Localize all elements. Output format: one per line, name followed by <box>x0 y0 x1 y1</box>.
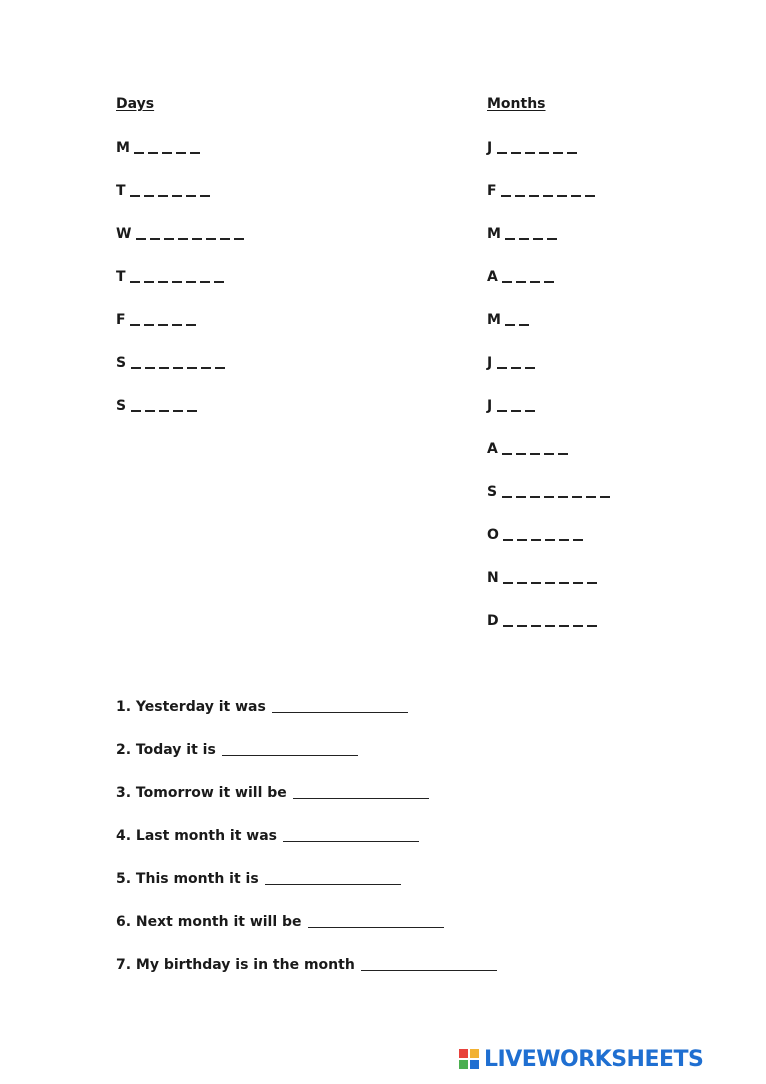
letter-blank[interactable] <box>531 582 541 584</box>
months-initial-letter: D <box>487 613 500 629</box>
letter-blank[interactable] <box>159 367 169 369</box>
letter-blank[interactable] <box>587 625 597 627</box>
days-letter-blanks[interactable] <box>130 269 228 285</box>
letter-blank[interactable] <box>559 625 569 627</box>
letter-blank[interactable] <box>573 539 583 541</box>
letter-blank[interactable] <box>511 367 521 369</box>
months-letter-blanks[interactable] <box>497 355 539 371</box>
letter-blank[interactable] <box>134 152 144 154</box>
letter-blank[interactable] <box>158 324 168 326</box>
months-item[interactable] <box>487 183 599 199</box>
letter-blank[interactable] <box>511 152 521 154</box>
months-item[interactable] <box>487 269 558 285</box>
days-item[interactable] <box>116 226 248 242</box>
letter-blank[interactable] <box>525 367 535 369</box>
letter-blank[interactable] <box>519 238 529 240</box>
letter-blank[interactable] <box>544 453 554 455</box>
months-letter-blanks[interactable] <box>501 183 599 199</box>
letter-blank[interactable] <box>572 496 582 498</box>
answer-blank[interactable] <box>308 915 444 928</box>
question-row <box>116 828 419 844</box>
months-initial-letter: S <box>487 484 498 500</box>
days-letter-blanks[interactable] <box>136 226 248 242</box>
question-text: 4. Last month it was <box>116 828 277 844</box>
days-item[interactable] <box>116 140 204 156</box>
letter-blank[interactable] <box>505 238 515 240</box>
letter-blank[interactable] <box>501 195 511 197</box>
letter-blank[interactable] <box>162 152 172 154</box>
answer-blank[interactable] <box>293 786 429 799</box>
letter-blank[interactable] <box>544 496 554 498</box>
letter-blank[interactable] <box>505 324 515 326</box>
letter-blank[interactable] <box>187 410 197 412</box>
months-letter-blanks[interactable] <box>502 441 572 457</box>
letter-blank[interactable] <box>148 152 158 154</box>
question-row <box>116 871 401 887</box>
days-letter-blanks[interactable] <box>130 312 200 328</box>
letter-blank[interactable] <box>544 281 554 283</box>
letter-blank[interactable] <box>545 539 555 541</box>
question-text: 6. Next month it will be <box>116 914 302 930</box>
question-text: 2. Today it is <box>116 742 216 758</box>
days-heading: Days <box>116 96 155 112</box>
letter-blank[interactable] <box>164 238 174 240</box>
months-initial-letter: N <box>487 570 500 586</box>
letter-blank[interactable] <box>533 238 543 240</box>
letter-blank[interactable] <box>558 453 568 455</box>
months-letter-blanks[interactable] <box>497 140 581 156</box>
days-letter-blanks[interactable] <box>131 355 229 371</box>
letter-blank[interactable] <box>519 324 529 326</box>
letter-blank[interactable] <box>503 625 513 627</box>
months-letter-blanks[interactable] <box>503 570 601 586</box>
days-item[interactable] <box>116 398 201 414</box>
months-item[interactable] <box>487 441 572 457</box>
days-initial-letter: S <box>116 355 127 371</box>
months-item[interactable] <box>487 312 533 328</box>
letter-blank[interactable] <box>144 195 154 197</box>
letter-blank[interactable] <box>545 625 555 627</box>
letter-blank[interactable] <box>159 410 169 412</box>
letter-blank[interactable] <box>172 281 182 283</box>
letter-blank[interactable] <box>573 625 583 627</box>
days-initial-letter: S <box>116 398 127 414</box>
months-initial-letter: A <box>487 441 499 457</box>
letter-blank[interactable] <box>234 238 244 240</box>
months-item[interactable] <box>487 226 561 242</box>
letter-blank[interactable] <box>173 410 183 412</box>
letter-blank[interactable] <box>559 539 569 541</box>
letter-blank[interactable] <box>600 496 610 498</box>
letter-blank[interactable] <box>144 281 154 283</box>
letter-blank[interactable] <box>511 410 521 412</box>
letter-blank[interactable] <box>502 496 512 498</box>
logo-square <box>458 1048 469 1059</box>
months-item[interactable] <box>487 570 601 586</box>
days-initial-letter: M <box>116 140 131 156</box>
months-item[interactable] <box>487 398 539 414</box>
logo-square <box>469 1059 480 1070</box>
months-letter-blanks[interactable] <box>497 398 539 414</box>
letter-blank[interactable] <box>525 410 535 412</box>
letter-blank[interactable] <box>158 281 168 283</box>
days-initial-letter: F <box>116 312 127 328</box>
letter-blank[interactable] <box>530 496 540 498</box>
letter-blank[interactable] <box>214 281 224 283</box>
letter-blank[interactable] <box>186 281 196 283</box>
letter-blank[interactable] <box>517 582 527 584</box>
letter-blank[interactable] <box>559 582 569 584</box>
letter-blank[interactable] <box>515 195 525 197</box>
months-initial-letter: A <box>487 269 499 285</box>
letter-blank[interactable] <box>172 195 182 197</box>
footer-logo <box>458 1046 703 1072</box>
letter-blank[interactable] <box>573 582 583 584</box>
months-initial-letter: O <box>487 527 500 543</box>
letter-blank[interactable] <box>215 367 225 369</box>
answer-blank[interactable] <box>272 700 408 713</box>
answer-blank[interactable] <box>361 958 497 971</box>
months-letter-blanks[interactable] <box>503 527 587 543</box>
letter-blank[interactable] <box>201 367 211 369</box>
letter-blank[interactable] <box>220 238 230 240</box>
months-letter-blanks[interactable] <box>503 613 601 629</box>
letter-blank[interactable] <box>558 496 568 498</box>
letter-blank[interactable] <box>516 453 526 455</box>
months-letter-blanks[interactable] <box>505 312 533 328</box>
letter-blank[interactable] <box>187 367 197 369</box>
months-letter-blanks[interactable] <box>502 484 614 500</box>
letter-blank[interactable] <box>503 539 513 541</box>
letter-blank[interactable] <box>502 281 512 283</box>
answer-blank[interactable] <box>222 743 358 756</box>
brand-name: LIVEWORKSHEETS <box>484 1046 704 1072</box>
letter-blank[interactable] <box>530 453 540 455</box>
letter-blank[interactable] <box>545 582 555 584</box>
letter-blank[interactable] <box>531 539 541 541</box>
letter-blank[interactable] <box>525 152 535 154</box>
letter-blank[interactable] <box>144 324 154 326</box>
letter-blank[interactable] <box>516 281 526 283</box>
months-letter-blanks[interactable] <box>502 269 558 285</box>
liveworksheets-logo-icon <box>458 1048 480 1070</box>
letter-blank[interactable] <box>200 195 210 197</box>
question-row <box>116 957 497 973</box>
months-item[interactable] <box>487 527 587 543</box>
letter-blank[interactable] <box>158 195 168 197</box>
letter-blank[interactable] <box>172 324 182 326</box>
letter-blank[interactable] <box>516 496 526 498</box>
months-item[interactable] <box>487 355 539 371</box>
months-item[interactable] <box>487 140 581 156</box>
letter-blank[interactable] <box>503 582 513 584</box>
letter-blank[interactable] <box>131 410 141 412</box>
letter-blank[interactable] <box>502 453 512 455</box>
days-initial-letter: W <box>116 226 132 242</box>
letter-blank[interactable] <box>547 238 557 240</box>
question-text: 3. Tomorrow it will be <box>116 785 287 801</box>
letter-blank[interactable] <box>173 367 183 369</box>
answer-blank[interactable] <box>283 829 419 842</box>
months-letter-blanks[interactable] <box>505 226 561 242</box>
answer-blank[interactable] <box>265 872 401 885</box>
question-text: 1. Yesterday it was <box>116 699 266 715</box>
letter-blank[interactable] <box>136 238 146 240</box>
letter-blank[interactable] <box>145 410 155 412</box>
question-text: 5. This month it is <box>116 871 259 887</box>
months-initial-letter: J <box>487 398 493 414</box>
letter-blank[interactable] <box>567 152 577 154</box>
months-initial-letter: M <box>487 312 502 328</box>
months-item[interactable] <box>487 613 601 629</box>
months-initial-letter: J <box>487 140 493 156</box>
logo-square <box>458 1059 469 1070</box>
days-initial-letter: T <box>116 183 127 199</box>
question-row <box>116 699 408 715</box>
days-item[interactable] <box>116 183 214 199</box>
days-item[interactable] <box>116 355 229 371</box>
letter-blank[interactable] <box>130 324 140 326</box>
letter-blank[interactable] <box>190 152 200 154</box>
letter-blank[interactable] <box>150 238 160 240</box>
days-letter-blanks[interactable] <box>130 183 214 199</box>
letter-blank[interactable] <box>130 281 140 283</box>
question-row <box>116 742 358 758</box>
letter-blank[interactable] <box>539 152 549 154</box>
letter-blank[interactable] <box>530 281 540 283</box>
letter-blank[interactable] <box>585 195 595 197</box>
letter-blank[interactable] <box>192 238 202 240</box>
letter-blank[interactable] <box>529 195 539 197</box>
letter-blank[interactable] <box>497 410 507 412</box>
months-initial-letter: J <box>487 355 493 371</box>
months-initial-letter: F <box>487 183 498 199</box>
letter-blank[interactable] <box>571 195 581 197</box>
letter-blank[interactable] <box>145 367 155 369</box>
letter-blank[interactable] <box>517 539 527 541</box>
letter-blank[interactable] <box>206 238 216 240</box>
months-initial-letter: M <box>487 226 502 242</box>
letter-blank[interactable] <box>517 625 527 627</box>
letter-blank[interactable] <box>200 281 210 283</box>
letter-blank[interactable] <box>543 195 553 197</box>
letter-blank[interactable] <box>553 152 563 154</box>
days-item[interactable] <box>116 269 228 285</box>
letter-blank[interactable] <box>186 324 196 326</box>
question-text: 7. My birthday is in the month <box>116 957 355 973</box>
letter-blank[interactable] <box>557 195 567 197</box>
days-letter-blanks[interactable] <box>131 398 201 414</box>
letter-blank[interactable] <box>131 367 141 369</box>
letter-blank[interactable] <box>587 582 597 584</box>
months-heading: Months <box>487 96 546 112</box>
letter-blank[interactable] <box>586 496 596 498</box>
logo-square <box>469 1048 480 1059</box>
days-initial-letter: T <box>116 269 127 285</box>
letter-blank[interactable] <box>531 625 541 627</box>
letter-blank[interactable] <box>497 152 507 154</box>
letter-blank[interactable] <box>186 195 196 197</box>
letter-blank[interactable] <box>130 195 140 197</box>
months-item[interactable] <box>487 484 614 500</box>
days-item[interactable] <box>116 312 200 328</box>
question-row <box>116 914 444 930</box>
letter-blank[interactable] <box>497 367 507 369</box>
days-letter-blanks[interactable] <box>134 140 204 156</box>
letter-blank[interactable] <box>178 238 188 240</box>
letter-blank[interactable] <box>176 152 186 154</box>
question-row <box>116 785 429 801</box>
